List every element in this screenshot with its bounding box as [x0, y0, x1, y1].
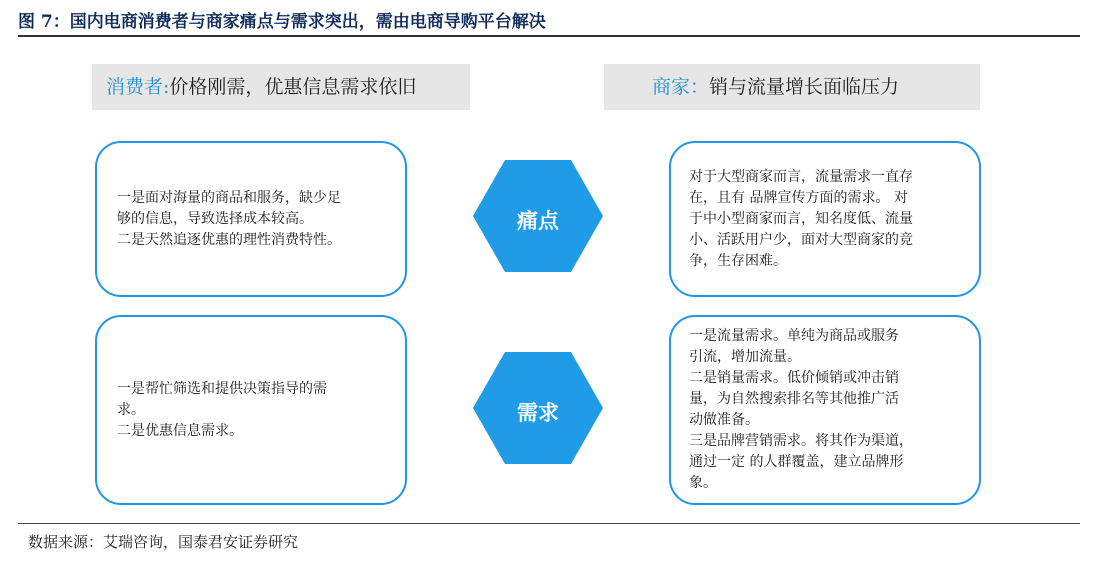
merchant-demand-line: 动做准备。 — [689, 412, 759, 428]
merchant-pain-line: 于中小型商家而言，知名度低、流量 — [689, 210, 913, 227]
figure-title: 图 7：国内电商消费者与商家痛点与需求突出，需由电商导购平台解决 — [18, 12, 546, 32]
merchant-demand-line: 量，为自然搜索排名等其他推广活 — [689, 391, 899, 407]
demand-label: 需求 — [517, 400, 559, 425]
source-note: 数据来源：艾瑞咨询，国泰君安证券研究 — [28, 533, 299, 551]
consumer-pain-line: 一是面对海量的商品和服务，缺少足 — [117, 189, 341, 206]
consumer-header — [92, 64, 470, 110]
merchant-demand-line: 二是销量需求。低价倾销或冲击销 — [689, 370, 899, 386]
consumer-header-label: 消费者: — [106, 76, 170, 98]
merchant-demand-box — [669, 315, 981, 505]
pain-point-label: 痛点 — [517, 208, 559, 233]
source-divider — [18, 523, 1080, 524]
consumer-pain-box — [95, 141, 407, 297]
merchant-demand-line: 引流，增加流量。 — [689, 349, 801, 365]
merchant-header — [604, 64, 980, 110]
consumer-header-text: 价格刚需，优惠信息需求依旧 — [169, 76, 417, 98]
merchant-demand-line: 一是流量需求。单纯为商品或服务 — [689, 328, 899, 344]
consumer-pain-line: 二是天然追逐优惠的理性消费特性。 — [117, 231, 341, 248]
consumer-demand-line: 一是帮忙筛选和提供决策指导的需 — [117, 380, 327, 397]
merchant-header-text: 销与流量增长面临压力 — [709, 76, 900, 98]
consumer-pain-line: 够的信息，导致选择成本较高。 — [117, 210, 313, 227]
merchant-pain-line: 在，且有 品牌宣传方面的需求。 对 — [689, 189, 908, 206]
consumer-demand-line: 二是优惠信息需求。 — [117, 422, 243, 439]
merchant-pain-line: 对于大型商家而言，流量需求一直存 — [689, 168, 913, 185]
merchant-demand-line: 三是品牌营销需求。将其作为渠道， — [689, 433, 913, 449]
consumer-demand-box — [95, 315, 407, 505]
merchant-demand-line: 通过一定 的人群覆盖，建立品牌形 — [689, 454, 904, 470]
merchant-header-label: 商家： — [652, 76, 710, 98]
consumer-demand-line: 求。 — [117, 401, 145, 418]
merchant-pain-line: 小、活跃用户少，面对大型商家的竞 — [689, 231, 913, 248]
merchant-demand-line: 象。 — [689, 475, 717, 491]
merchant-pain-line: 争，生存困难。 — [689, 252, 787, 269]
merchant-pain-box — [669, 141, 981, 297]
title-divider — [18, 35, 1080, 37]
